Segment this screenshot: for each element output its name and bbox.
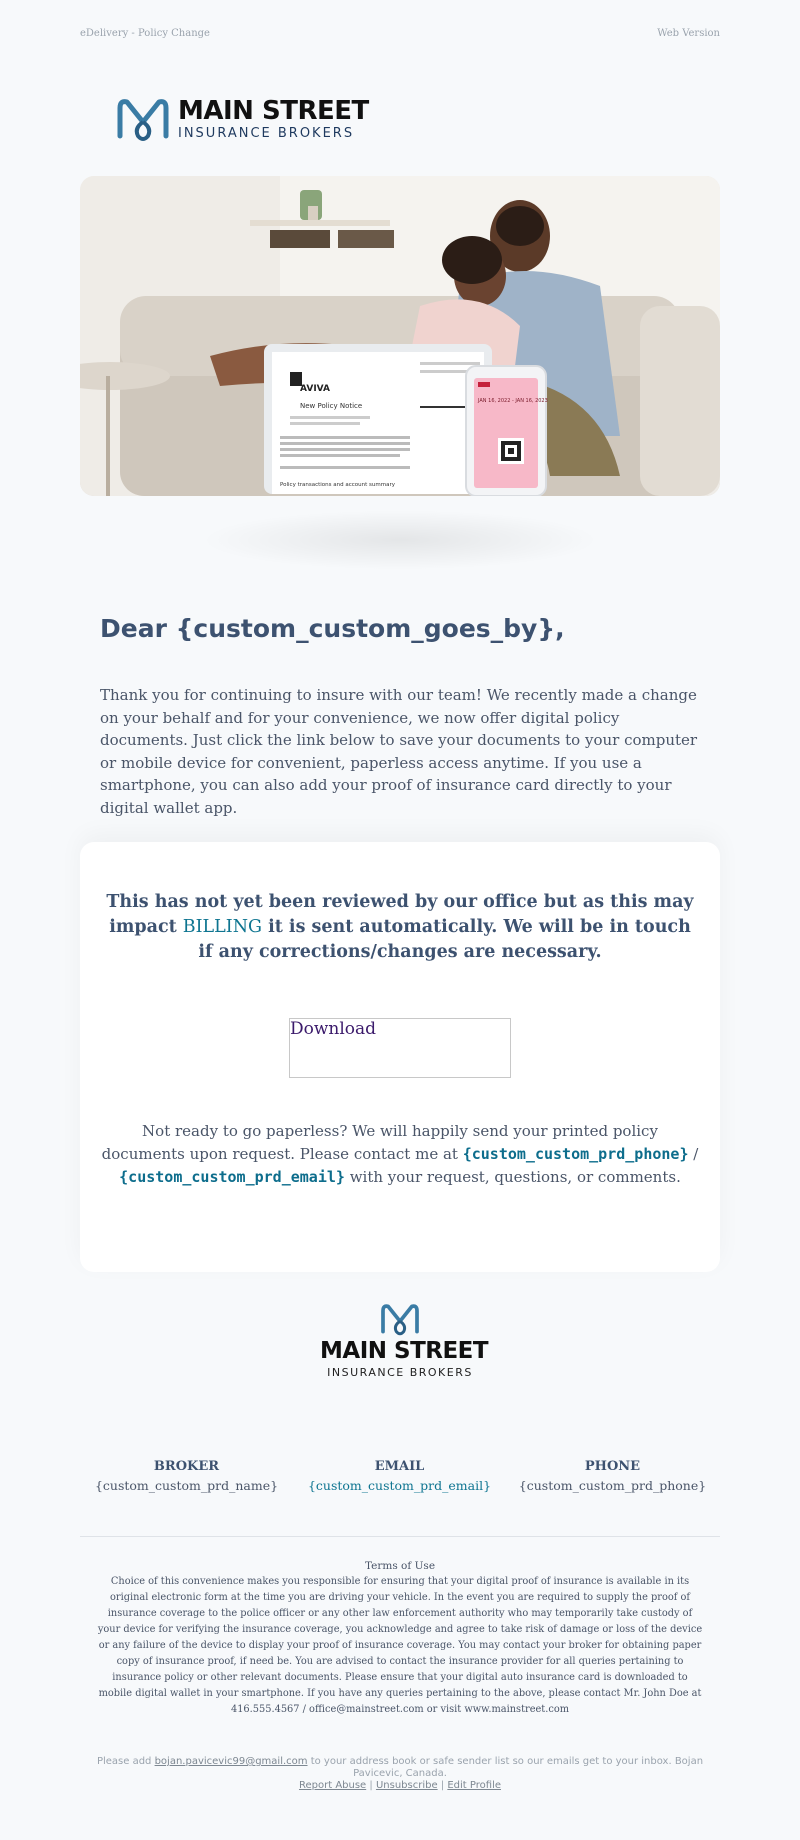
hero-shadow — [200, 510, 600, 570]
brand-logo-text — [178, 96, 369, 142]
email-column — [293, 1458, 506, 1496]
footer-divider — [80, 1536, 720, 1537]
notice-text-start: This has not yet been reviewed by our office but as this may impact — [106, 892, 694, 937]
brand-tagline: INSURANCE BROKERS — [178, 126, 355, 141]
safe-sender-notice — [90, 1756, 710, 1780]
contact-phone-link[interactable]: {custom_custom_prd_phone} — [462, 1145, 689, 1163]
report-abuse-link[interactable]: Report Abuse — [298, 1780, 367, 1791]
paperless-text-end: with your request, questions, or comments. — [349, 1168, 681, 1186]
footer-prefix: Please add — [96, 1756, 152, 1767]
download-button[interactable] — [289, 1018, 511, 1078]
phone-label: PHONE — [584, 1459, 641, 1474]
content-card — [80, 842, 720, 1272]
terms-of-use — [96, 1558, 704, 1718]
footer-email-link[interactable]: bojan.pavicevic99@gmail.com — [154, 1756, 308, 1767]
hero-card-dates: JAN 16, 2022 - JAN 16, 2023 — [478, 398, 548, 404]
contact-separator: / — [693, 1145, 699, 1163]
brand-logo[interactable] — [114, 96, 414, 144]
unsubscribe-link[interactable]: Unsubscribe — [375, 1780, 438, 1791]
footer-sep-2: | — [440, 1780, 445, 1791]
brand-logo-icon — [114, 96, 172, 142]
paperless-paragraph — [100, 1120, 700, 1189]
phone-column — [506, 1458, 719, 1496]
edit-profile-link[interactable]: Edit Profile — [447, 1780, 501, 1791]
broker-label: BROKER — [153, 1459, 220, 1474]
billing-highlight: BILLING — [182, 917, 263, 937]
footer-brand-logo-icon — [378, 1302, 422, 1336]
hero-image — [80, 176, 720, 496]
footer-sep-1: | — [369, 1780, 373, 1791]
terms-title: Terms of Use — [364, 1560, 436, 1572]
brand-name: MAIN STREET — [178, 96, 369, 126]
hero-illustration — [80, 176, 720, 496]
billing-notice — [100, 890, 700, 965]
email-footer — [90, 1756, 710, 1792]
paperless-text-start: Not ready to go paperless? We will happily send your printed policy documents upon request. Please contact me at — [101, 1122, 658, 1163]
broker-column — [80, 1458, 293, 1496]
footer-links — [90, 1780, 710, 1792]
broker-value: {custom_custom_prd_name} — [94, 1478, 279, 1493]
footer-brand-name: MAIN STREET — [320, 1338, 489, 1364]
hero-doc-title: New Policy Notice — [300, 402, 363, 410]
footer-suffix: to your address book or safe sender list so our emails get to your inbox. Bojan Pavicevic, Canada. — [310, 1756, 704, 1779]
notice-text-end: it is sent automatically. We will be in touch if any corrections/changes are necessary. — [198, 917, 691, 962]
greeting-heading: Dear {custom_custom_goes_by}, — [100, 614, 565, 643]
phone-value: {custom_custom_prd_phone} — [518, 1478, 707, 1493]
email-value-link[interactable]: {custom_custom_prd_email} — [307, 1478, 492, 1493]
contact-email-link[interactable]: {custom_custom_prd_email} — [119, 1168, 345, 1186]
email-label: EMAIL — [374, 1459, 425, 1474]
download-label[interactable]: Download — [290, 1019, 377, 1039]
footer-brand-tagline: INSURANCE BROKERS — [327, 1366, 473, 1379]
terms-body: Choice of this convenience makes you responsible for ensuring that your digital proof of insurance is available in its original electronic form at the time you are driving your vehicle. In the event you are required to supply the proof of insurance coverage to the police officer or any other law enforcement authority who may temporarily take custody of your device for verifying the insurance coverage, you acknowledge and agree to take risk of damage or loss of the device or any failure of the device to display your proof of insurance coverage. You may contact your broker for obtaining paper copy of insurance proof, if need be. You are advised to contact the insurance provider for all queries pertaining to insurance policy or other relevant documents. Please ensure that your digital auto insurance card is downloaded to mobile digital wallet in your smartphone. If you have any queries pertaining to the above, please contact Mr. John Doe at 416.555.4567 / office@mainstreet.com or visit www.mainstreet.com — [97, 1576, 703, 1715]
intro-paragraph: Thank you for continuing to insure with our team! We recently made a change on your behalf and for your convenience, we now offer digital policy documents. Just click the link below to save your documents to your computer or mobile device for convenient, paperless access anytime. If you use a smartphone, you can also add your proof of insurance card directly to your digital wallet app. — [100, 686, 698, 817]
hero-doc-footer: Policy transactions and account summary — [280, 482, 395, 488]
hero-doc-brand: AVIVA — [300, 384, 330, 394]
web-version-link[interactable]: Web Version — [657, 28, 720, 39]
footer-brand-logo[interactable] — [320, 1302, 489, 1382]
preheader-subject: eDelivery - Policy Change — [80, 28, 210, 39]
